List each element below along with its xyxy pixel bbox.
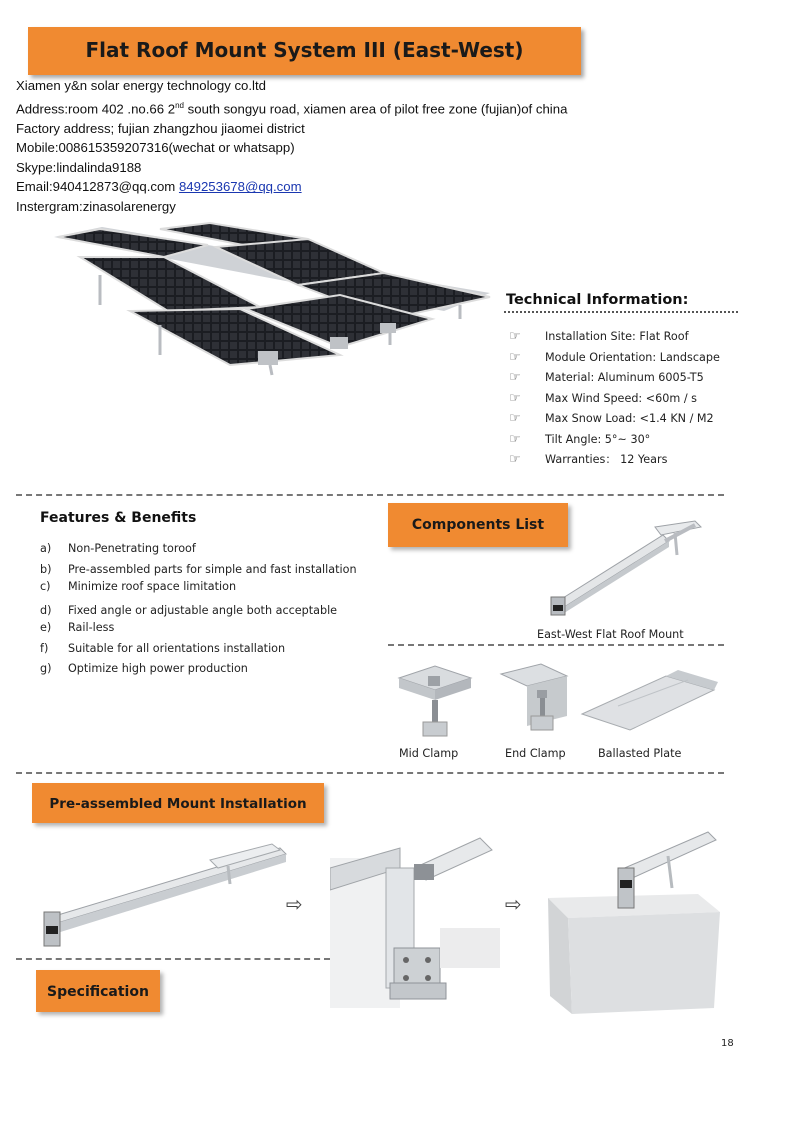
components-title: Components List bbox=[411, 517, 545, 533]
technical-item: ☞ Installation Site: Flat Roof bbox=[509, 327, 720, 348]
section-divider bbox=[388, 644, 724, 646]
pointing-hand-icon: ☞ bbox=[509, 411, 521, 426]
specification-title-box bbox=[36, 970, 160, 1012]
pointing-hand-icon: ☞ bbox=[509, 452, 521, 467]
specification-title: Specification bbox=[47, 984, 149, 1000]
feature-item: c) Minimize roof space limitation bbox=[40, 580, 237, 593]
mid-clamp-image bbox=[395, 658, 475, 743]
technical-divider bbox=[504, 311, 738, 313]
pointing-hand-icon: ☞ bbox=[509, 390, 521, 406]
email-line: Email:940412873@qq.com 849253678@qq.com bbox=[16, 179, 302, 195]
features-list bbox=[40, 539, 357, 680]
mount-caption: East-West Flat Roof Mount bbox=[537, 628, 684, 641]
feature-item: b) Pre-assembled parts for simple and fast installation bbox=[40, 562, 357, 576]
email-link[interactable]: 849253678@qq.com bbox=[178, 179, 302, 195]
feature-item: e) Rail-less bbox=[40, 621, 115, 634]
solar-array-image bbox=[40, 215, 500, 385]
contact-block bbox=[16, 76, 567, 217]
preassembled-title: Pre-assembled Mount Installation bbox=[49, 796, 307, 812]
page-number: 18 bbox=[721, 1038, 734, 1049]
feature-item: a) Non-Penetrating toroof bbox=[40, 542, 196, 555]
page-title: Flat Roof Mount System III (East-West) bbox=[85, 38, 524, 62]
ballasted-plate-caption: Ballasted Plate bbox=[598, 747, 682, 760]
pointing-hand-icon: ☞ bbox=[509, 329, 521, 344]
end-clamp-caption: End Clamp bbox=[505, 747, 566, 760]
east-west-mount-image bbox=[545, 515, 710, 620]
technical-item: ☞ Tilt Angle: 5°~ 30° bbox=[509, 430, 720, 451]
mid-clamp-caption: Mid Clamp bbox=[399, 747, 459, 760]
preassembled-title-box bbox=[32, 783, 324, 823]
technical-item: ☞ Max Snow Load: <1.4 KN / M2 bbox=[509, 409, 720, 430]
skype-line: Skype:lindalinda9188 bbox=[16, 159, 142, 175]
technical-item: ☞ Warranties： 12 Years bbox=[509, 450, 720, 471]
ballast-block-install-image bbox=[548, 828, 720, 1018]
factory-address: Factory address; fujian zhangzhou jiaomei district bbox=[16, 120, 305, 136]
feature-item: f) Suitable for all orientations installation bbox=[40, 641, 286, 655]
section-divider bbox=[16, 494, 724, 496]
mount-assembly-detail-image bbox=[330, 828, 500, 1018]
technical-item: ☞ Module Orientation: Landscape bbox=[509, 348, 720, 369]
company-name: Xiamen y&n solar energy technology co.ltd bbox=[16, 78, 266, 93]
pointing-hand-icon: ☞ bbox=[509, 431, 521, 447]
components-title-box bbox=[388, 503, 568, 547]
pointing-hand-icon: ☞ bbox=[509, 370, 521, 385]
technical-item: ☞ Max Wind Speed: <60m / s bbox=[509, 389, 720, 410]
end-clamp-image bbox=[495, 660, 575, 745]
ballasted-plate-image bbox=[578, 668, 718, 738]
feature-item: g) Optimize high power production bbox=[40, 662, 248, 675]
title-banner bbox=[28, 27, 581, 75]
features-title: Features & Benefits bbox=[40, 510, 197, 526]
section-divider bbox=[16, 772, 724, 774]
preassembled-mount-image bbox=[40, 840, 290, 955]
address-line: Address:room 402 .no.66 2nd south songyu road, xiamen area of pilot free zone (fujian)of china bbox=[16, 100, 568, 116]
step-arrow-icon: ⇨ bbox=[286, 892, 303, 916]
technical-title: Technical Information: bbox=[506, 292, 689, 308]
instagram-line: Instergram:zinasolarenergy bbox=[16, 198, 176, 214]
mobile-line: Mobile:008615359207316(wechat or whatsapp) bbox=[16, 140, 295, 156]
technical-item: ☞ Material: Aluminum 6005-T5 bbox=[509, 368, 720, 389]
step-arrow-icon: ⇨ bbox=[505, 892, 522, 916]
section-divider bbox=[16, 958, 330, 960]
technical-list bbox=[509, 327, 720, 471]
feature-item: d) Fixed angle or adjustable angle both acceptable bbox=[40, 603, 338, 617]
pointing-hand-icon: ☞ bbox=[509, 349, 521, 365]
